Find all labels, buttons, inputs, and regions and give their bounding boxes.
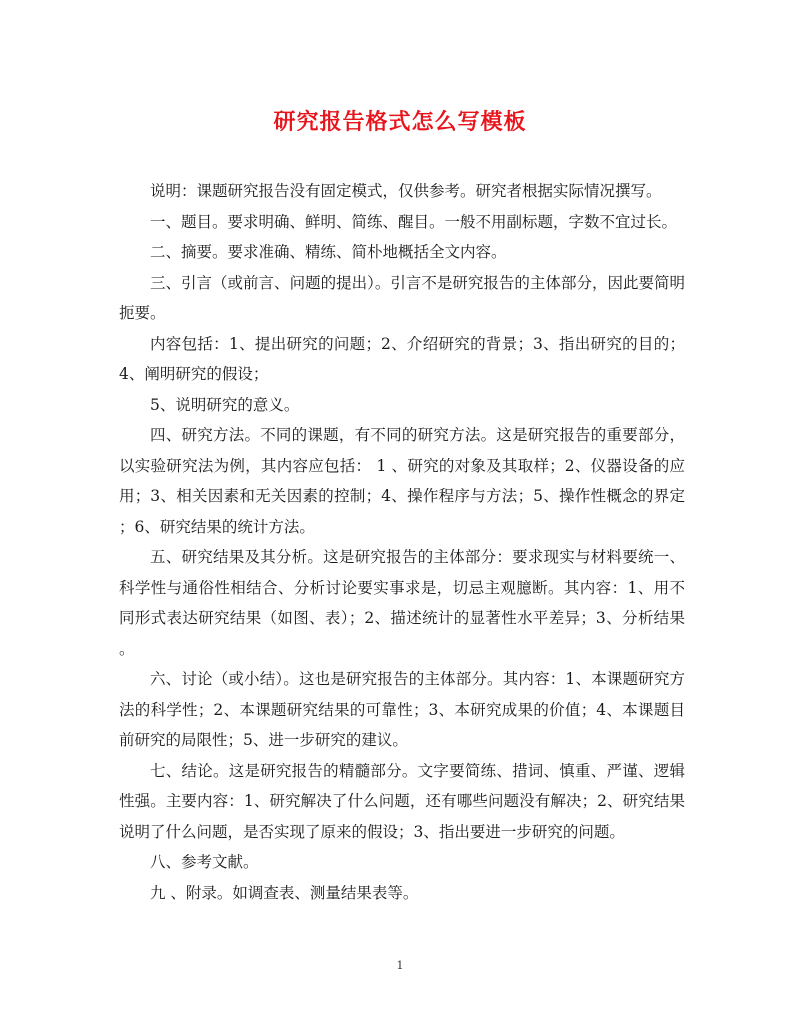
paragraph-title-section: 一、题目。要求明确、鲜明、简练、醒目。一般不用副标题，字数不宜过长。 — [150, 212, 678, 231]
paragraph-abstract-section: 二、摘要。要求准确、精练、简朴地概括全文内容。 — [150, 243, 507, 261]
document-body — [119, 176, 685, 908]
paragraph-introduction-significance: 5、说明研究的意义。 — [150, 395, 300, 414]
paragraph-note: 说明：课题研究报告没有固定模式，仅供参考。研究者根据实际情况撰写。 — [150, 182, 662, 200]
paragraph-introduction-section: 三、引言（或前言、问题的提出）。引言不是研究报告的主体部分，因此要简明扼要。 — [119, 273, 685, 322]
page-number: 1 — [396, 959, 404, 972]
paragraph-introduction-contents: 内容包括：1、提出研究的问题；2、介绍研究的背景；3、指出研究的目的；4、阐明研究的假设； — [119, 334, 685, 383]
paragraph-results-section: 五、研究结果及其分析。这是研究报告的主体部分：要求现实与材料要统一、科学性与通俗性相结合、分析讨论要实事求是，切忌主观臆断。其内容：1、用不同形式表达研究结果（如图、表）；2、描述统计的显著性水平差异；3、分析结果。 — [119, 548, 685, 658]
document-title: 研究报告格式怎么写模板 — [273, 109, 527, 135]
paragraph-references-section: 八、参考文献。 — [150, 853, 259, 871]
paragraph-conclusion-section: 七、结论。这是研究报告的精髓部分。文字要简练、措词、慎重、严谨、逻辑性强。主要内容：1、研究解决了什么问题，还有哪些问题没有解决；2、研究结果说明了什么问题，是否实现了原来的假设；3、指出要进一步研究的问题。 — [119, 761, 685, 841]
paragraph-methods-section: 四、研究方法。不同的课题，有不同的研究方法。这是研究报告的重要部分，以实验研究法为例，其内容应包括： 1 、研究的对象及其取样；2、仪器设备的应用；3、相关因素和无关因素的控制；4、操作程序与方法；5、操作性概念的界定；6、研究结果的统计方法。 — [119, 426, 685, 536]
paragraph-appendix-section: 九 、附录。如调查表、测量结果表等。 — [150, 883, 419, 902]
paragraph-discussion-section: 六、讨论（或小结）。这也是研究报告的主体部分。其内容：1、本课题研究方法的科学性；2、本课题研究结果的可靠性；3、本研究成果的价值；4、本课题目前研究的局限性；5、进一步研究的建议。 — [119, 670, 685, 749]
